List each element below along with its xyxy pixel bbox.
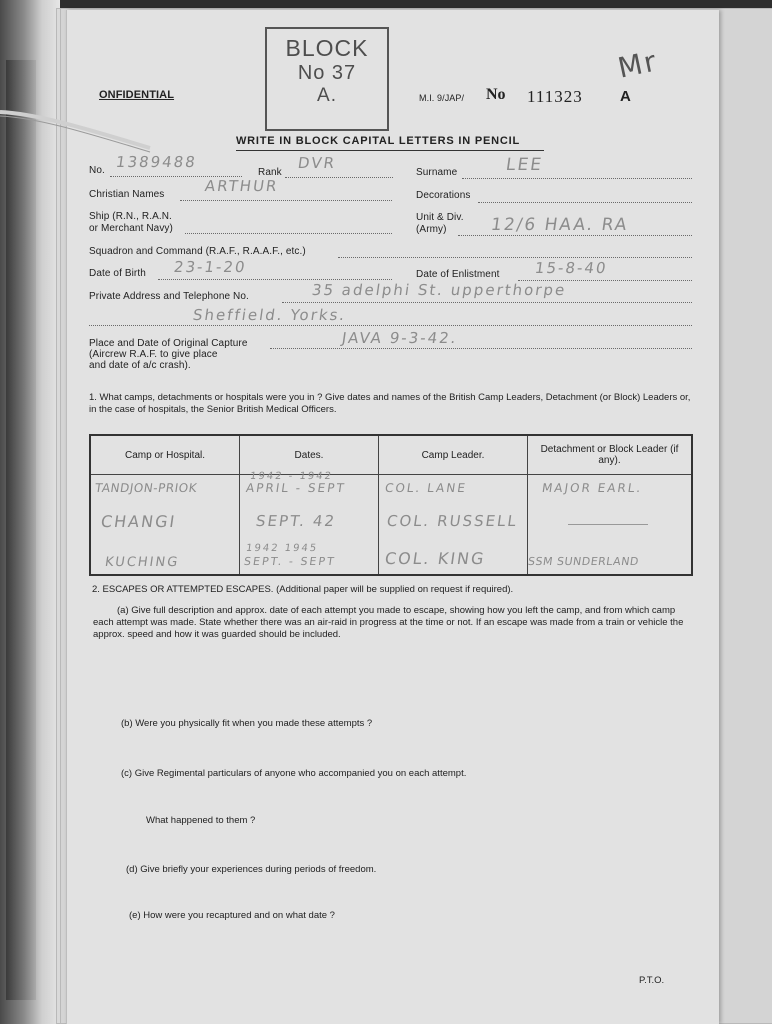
binder-spine <box>6 60 36 1000</box>
stamp-line-3: A. <box>317 85 337 106</box>
service-no-value: 1389488 <box>114 153 199 171</box>
question-2b: (b) Were you physically fit when you made these attempts ? <box>121 718 373 729</box>
rank-line <box>285 177 393 178</box>
reference-code: M.I. 9/JAP/ <box>419 93 465 103</box>
squadron-label: Squadron and Command (R.A.F., R.A.A.F., etc.) <box>89 246 306 257</box>
number-label: No <box>486 86 506 103</box>
christian-names-line <box>180 200 392 201</box>
capture-line <box>270 348 692 349</box>
date-of-birth-line <box>158 279 392 280</box>
table-row <box>90 475 692 509</box>
block-leader-dash <box>568 524 648 525</box>
date-of-birth-value: 23-1-20 <box>172 258 248 276</box>
ship-line <box>185 233 392 234</box>
pto-label: P.T.O. <box>639 975 665 986</box>
camp-cell: TANDJON-PRIOK <box>94 481 199 495</box>
decorations-label: Decorations <box>416 190 471 201</box>
question-2d: (d) Give briefly your experiences during periods of freedom. <box>126 864 377 875</box>
question-2c-followup: What happened to them ? <box>146 815 256 826</box>
question-2e: (e) How were you recaptured and on what date ? <box>129 910 335 921</box>
unit-line <box>458 235 692 236</box>
capture-label-2: (Aircrew R.A.F. to give place <box>89 349 218 360</box>
address-value-2: Sheffield. Yorks. <box>191 306 348 324</box>
col-camp-header: Camp or Hospital. <box>90 435 240 475</box>
question-2c: (c) Give Regimental particulars of anyone who accompanied you on each attempt. <box>121 768 467 779</box>
unit-label-2: (Army) <box>416 224 447 235</box>
col-block-header: Detachment or Block Leader (if any). <box>528 435 693 475</box>
surname-label: Surname <box>416 167 458 178</box>
binder <box>0 0 60 1024</box>
section2-heading: 2. ESCAPES OR ATTEMPTED ESCAPES. (Additional paper will be supplied on request if required). <box>92 584 514 595</box>
confidential-label: ONFIDENTIAL <box>99 89 175 101</box>
col-leader-header: Camp Leader. <box>379 435 528 475</box>
rank-value: DVR <box>296 154 338 172</box>
service-no-label: No. <box>89 165 105 176</box>
dates-year-cell: 1942 - 1942 <box>249 471 334 482</box>
stamp-line-2: No 37 <box>297 62 357 84</box>
instruction-title: WRITE IN BLOCK CAPITAL LETTERS IN PENCIL <box>236 135 520 147</box>
enlistment-label: Date of Enlistment <box>416 269 500 280</box>
squadron-line <box>338 257 692 258</box>
col-dates-header: Dates. <box>240 435 379 475</box>
surname-line <box>462 178 692 179</box>
unit-value: 12/6 HAA. RA <box>489 215 630 235</box>
dates-cell: SEPT. 42 <box>254 512 338 530</box>
camp-cell: CHANGI <box>99 512 178 531</box>
table-row <box>90 541 692 575</box>
leader-cell: COL. RUSSELL <box>385 512 520 530</box>
document-number: 111323 <box>527 87 583 106</box>
camp-cell: KUCHING <box>103 555 181 570</box>
block-leader-cell: MAJOR EARL. <box>541 481 644 495</box>
capture-label-1: Place and Date of Original Capture <box>89 338 248 349</box>
question-2a: (a) Give full description and approx. date of each attempt you made to escape, showing how you left the camp, and from which camp each attempt was made. State whether there was an air-raid in progress at the time or not. If an escape was made from a train or vehicle the approx. speed and how it was guarded should be included. <box>93 605 684 640</box>
table-row <box>90 508 692 541</box>
ship-label-1: Ship (R.N., R.A.N. <box>89 211 172 222</box>
section1-question: 1. What camps, detachments or hospitals were you in ? Give dates and names of the British Camp Leaders, Detachment (or Block) Leaders or, in the case of hospitals, the Senior British Medical Officers. <box>89 392 691 415</box>
leader-cell: COL. KING <box>383 549 487 568</box>
unit-label-1: Unit & Div. <box>416 212 464 223</box>
dates-cell: APRIL - SEPT <box>245 481 347 495</box>
enlistment-value: 15-8-40 <box>533 259 609 277</box>
dates-year-cell: 1942 1945 <box>245 543 319 554</box>
camps-table <box>89 434 693 576</box>
number-suffix: A <box>620 88 631 105</box>
surname-value: LEE <box>504 155 545 175</box>
initials-signature: Mr <box>615 44 661 85</box>
title-underline <box>236 150 544 151</box>
leader-cell: COL. LANE <box>384 481 468 495</box>
stamp-line-1: BLOCK <box>285 35 369 61</box>
rank-label: Rank <box>258 167 282 178</box>
block-stamp <box>265 27 389 131</box>
christian-names-label: Christian Names <box>89 189 165 200</box>
dates-cell: SEPT. - SEPT <box>243 555 337 568</box>
ship-label-2: or Merchant Navy) <box>89 223 173 234</box>
address-value-1: 35 adelphi St. upperthorpe <box>310 281 568 299</box>
decorations-line <box>478 202 692 203</box>
capture-value: JAVA 9-3-42. <box>340 329 459 347</box>
block-leader-cell: SSM SUNDERLAND <box>527 555 640 568</box>
address-line-1 <box>282 302 692 303</box>
christian-names-value: ARTHUR <box>203 177 280 195</box>
address-label: Private Address and Telephone No. <box>89 291 249 302</box>
capture-label-3: and date of a/c crash). <box>89 360 191 371</box>
address-line-2 <box>89 325 692 326</box>
date-of-birth-label: Date of Birth <box>89 268 146 279</box>
